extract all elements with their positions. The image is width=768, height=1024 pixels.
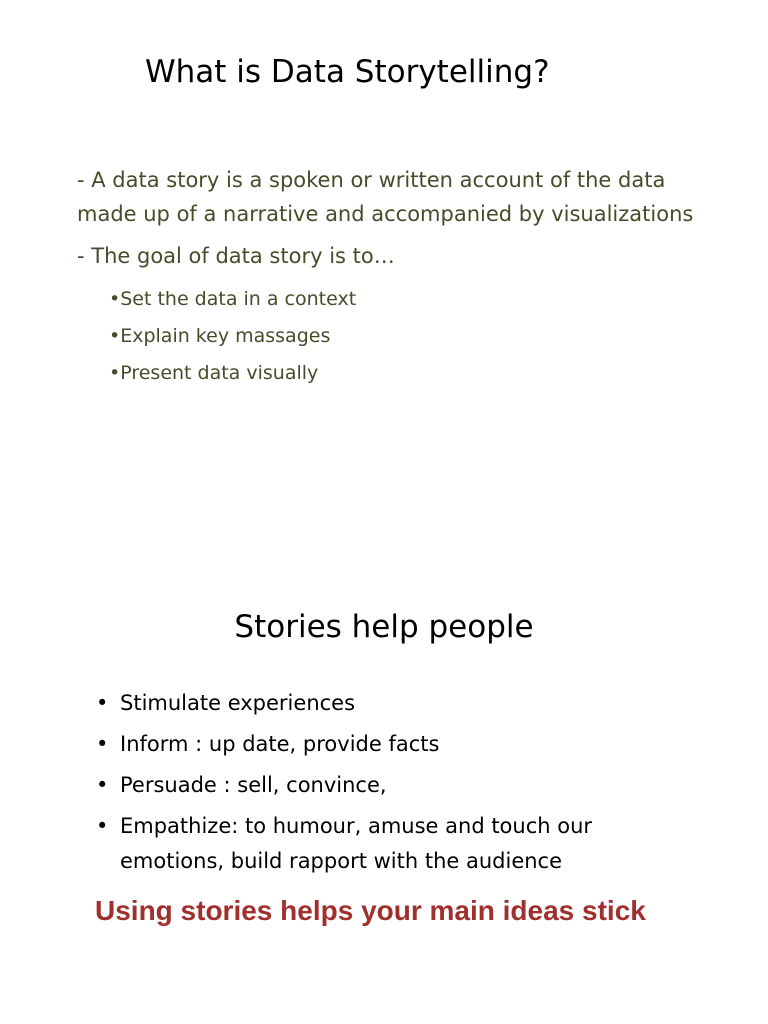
list-item-text: Inform : up date, provide facts xyxy=(120,732,440,756)
list-item xyxy=(94,809,694,879)
slide-title: Stories help people xyxy=(234,609,534,645)
goal-intro-text: - The goal of data story is to… xyxy=(77,244,395,268)
bullet-icon: • xyxy=(96,773,109,797)
list-item-text: Persuade : sell, convince, xyxy=(120,773,387,797)
slide-title: What is Data Storytelling? xyxy=(145,54,550,90)
list-item-text: Empathize: to humour, amuse and touch our emotions, build rapport with the audience xyxy=(120,814,593,873)
goals-list xyxy=(77,281,717,392)
list-item xyxy=(94,727,694,762)
key-takeaway: Using stories helps your main ideas stick xyxy=(95,895,646,926)
goal-item: •Present data visually xyxy=(109,362,319,384)
goal-item: •Explain key massages xyxy=(109,325,331,347)
goal-item: •Set the data in a context xyxy=(109,288,357,310)
list-item-text: Stimulate experiences xyxy=(120,691,356,715)
slide-body xyxy=(77,163,717,392)
slide-stories-help-people xyxy=(0,512,768,1024)
list-item xyxy=(94,768,694,803)
bullet-icon: • xyxy=(96,814,109,838)
definition-text: - A data story is a spoken or written account of the data made up of a narrative and accompanied by visualizations xyxy=(77,168,694,226)
bullet-icon: • xyxy=(96,732,109,756)
list-item xyxy=(94,686,694,721)
bullet-icon: • xyxy=(96,691,109,715)
benefits-list xyxy=(94,686,694,885)
